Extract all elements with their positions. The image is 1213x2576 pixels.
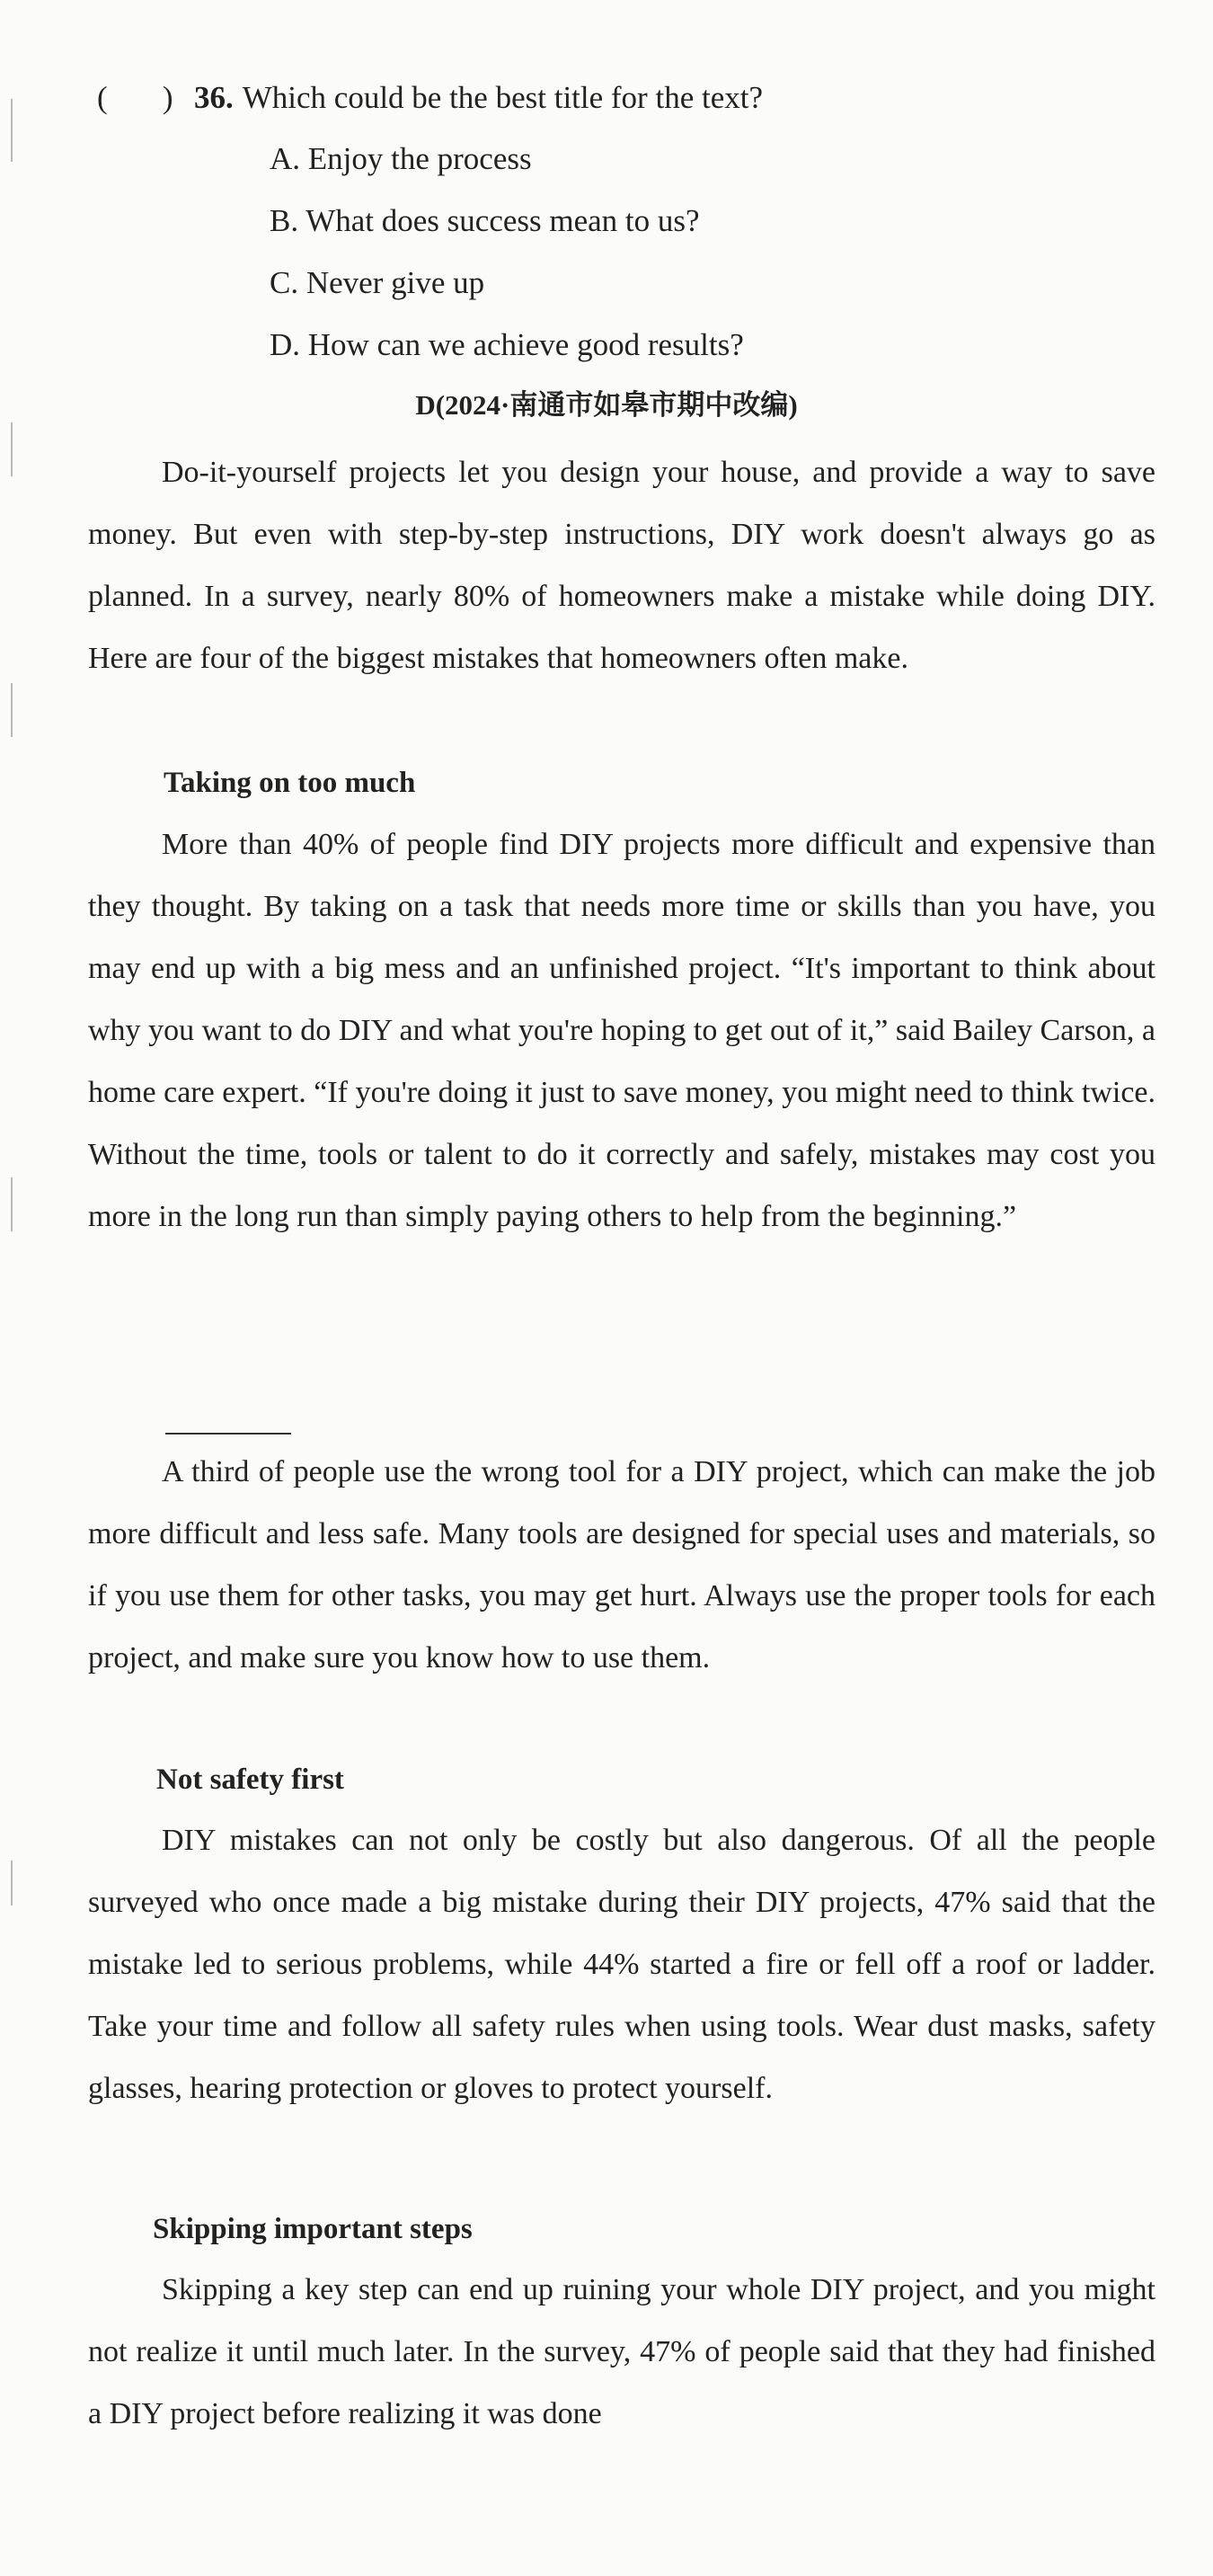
section-heading: Not safety first [156,1763,344,1796]
passage-source: D(2024·南通市如皋市期中改编) [415,389,798,421]
page-edge-line [11,99,13,162]
option-d: D. How can we achieve good results? [270,327,744,362]
section-paragraph: DIY mistakes can not only be costly but also dangerous. Of all the people surveyed who once made a big mistake during their DIY projects, 47% said that the mistake led to serious problems, while 44% started a fire or fell off a roof or ladder. Take your time and follow all safety rules when using tools. Wear dust masks, safety glasses, hearing protection or gloves to protect yourself. [88,1824,1155,2105]
section-heading: Taking on too much [164,767,416,799]
intro-paragraph: Do-it-yourself projects let you design your house, and provide a way to save money. But even with step-by-step instructions, DIY work doesn't always go as planned. In a survey, nearly 80% of homeowners make a mistake while doing DIY. Here are four of the biggest mistakes that homeowners often make. [88,456,1155,675]
answer-blank[interactable]: ( ) [97,80,173,115]
page-edge-line [11,1177,13,1231]
question-stem: Which could be the best title for the text? [242,80,763,115]
question-number: 36. [194,80,234,115]
option-c: C. Never give up [270,265,485,300]
question-36 [97,76,763,120]
section-paragraph: More than 40% of people find DIY projects more difficult and expensive than they thought. By taking on a task that needs more time or skills than you have, you may end up with a big mess and an unfinished project. “It's important to think about why you want to do DIY and what you're hoping to get out of it,” said Bailey Carson, a home care expert. “If you're doing it just to save money, you might need to think twice. Without the time, tools or talent to do it correctly and safely, mistakes may cost you more in the long run than simply paying others to help from the beginning.” [88,828,1155,1233]
option-b: B. What does success mean to us? [270,203,700,238]
section-paragraph: A third of people use the wrong tool for a DIY project, which can make the job more difficult and less safe. Many tools are designed for special uses and materials, so if you use them for other tasks, you may get hurt. Always use the proper tools for each project, and make sure you know how to use them. [88,1455,1155,1674]
section-paragraph: Skipping a key step can end up ruining your whole DIY project, and you might not realize it until much later. In the survey, 47% of people said that they had finished a DIY project before realizing it was done [88,2273,1155,2430]
page-edge-line [11,683,13,737]
option-a: A. Enjoy the process [270,141,532,176]
missing-heading-blank [165,1433,291,1435]
section-heading: Skipping important steps [153,2213,473,2245]
page-edge-line [11,1861,13,1905]
page-edge-line [11,422,13,476]
